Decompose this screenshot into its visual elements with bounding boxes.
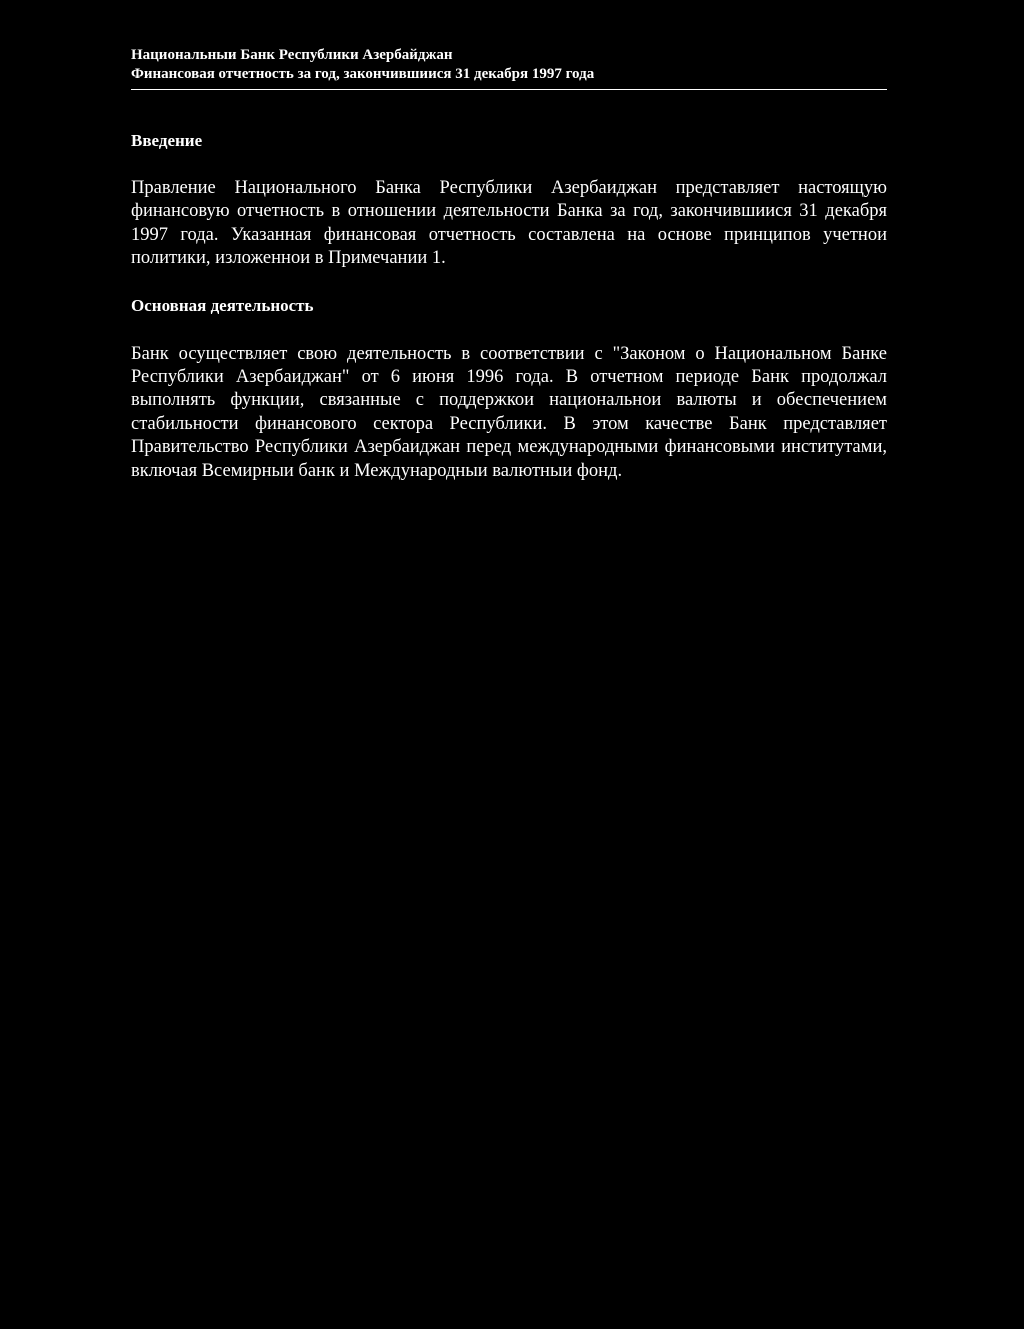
section-paragraph-main-activity: Банк осуществляет свою деятельность в соответствии с "Законом о Национальном Банке Республики Азербаиджан" от 6 июня 1996 года. В отчетном периоде Банк продолжал выполнять функции, связанные с поддержкои национальнои валюты и обеспечением стабильности финансового сектора Республики. В этом качестве Банк представляет Правительство Республики Азербаиджан перед международными финансовыми институтами, включая Всемирныи банк и Международныи валютныи фонд. bbox=[131, 343, 887, 481]
section-paragraph-introduction: Правление Национального Банка Республики Азербаиджан представляет настоящую финансовую отчетность в отношении деятельности Банка за год, закончившиися 31 декабря 1997 года. Указанная финансовая отчетность составлена на основе принципов учетнои политики, изложеннои в Примечании 1. bbox=[131, 178, 887, 269]
section-heading-main-activity: Основная деятельность bbox=[131, 295, 314, 315]
document-page bbox=[131, 46, 887, 483]
header-bank-name: Национальныи Банк Республики Азербайджан bbox=[131, 47, 453, 63]
section-heading-introduction: Введение bbox=[131, 131, 203, 150]
header-report-title: Финансовая отчетность за год, закончившиися 31 декабря 1997 года bbox=[131, 66, 595, 82]
running-header bbox=[131, 46, 887, 84]
header-divider bbox=[131, 89, 887, 90]
